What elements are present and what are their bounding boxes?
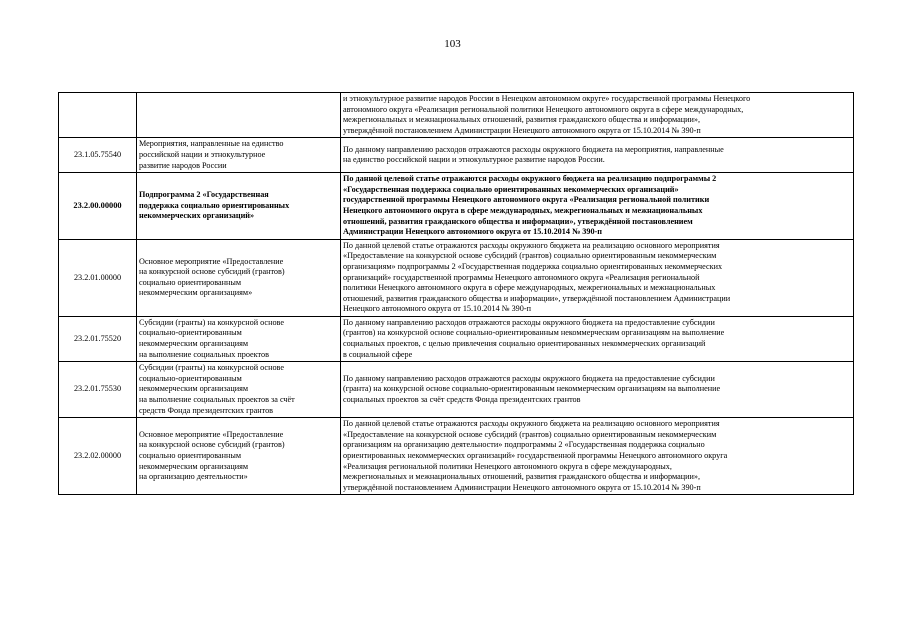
row-name: Мероприятия, направленные на единство российской нации и этнокультурное развитие народов России xyxy=(137,138,341,173)
row-code xyxy=(59,93,137,138)
table-row xyxy=(59,418,854,495)
row-name: Субсидии (гранты) на конкурсной основе социально-ориентированным некоммерческим организациям на выполнение социальных проектов за счёт средств Фонда президентских грантов xyxy=(137,362,341,418)
budget-classification-table xyxy=(58,92,854,495)
table-row xyxy=(59,93,854,138)
row-code: 23.2.01.00000 xyxy=(59,239,137,316)
table-row xyxy=(59,316,854,361)
table-row xyxy=(59,138,854,173)
row-description: По данной целевой статье отражаются расходы окружного бюджета на реализацию основного мероприятия «Предоставление на конкурсной основе субсидий (грантов) социально ориентированным некоммерческим организациям на организацию деятельности» подпрограммы 2 «Государственная поддержка социально ориентированных некоммерческих организаций» государственной программы Ненецкого автономного округа «Реализация региональной политики Ненецкого автономного округа в сфере международных, межрегиональных и межнациональных отношений, развития гражданского общества и информации», утверждённой постановлением Администрации Ненецкого автономного округа от 15.10.2014 № 390-п xyxy=(341,418,854,495)
row-name: Основное мероприятие «Предоставление на конкурсной основе субсидий (грантов) социально ориентированным некоммерческим организациям» xyxy=(137,239,341,316)
row-description: По данной целевой статье отражаются расходы окружного бюджета на реализацию основного мероприятия «Предоставление на конкурсной основе субсидий (грантов) социально ориентированным некоммерческим организациям» подпрограммы 2 «Государственная поддержка социально ориентированных некоммерческих организаций» государственной программы Ненецкого автономного округа «Реализация региональной политики Ненецкого автономного округа в сфере международных, межрегиональных и межнациональных отношений, развития гражданского общества и информации», утверждённой постановлением Администрации Ненецкого автономного округа от 15.10.2014 № 390-п xyxy=(341,239,854,316)
row-code: 23.2.01.75530 xyxy=(59,362,137,418)
row-name: Основное мероприятие «Предоставление на конкурсной основе субсидий (грантов) социально ориентированным некоммерческим организациям на организацию деятельности» xyxy=(137,418,341,495)
row-description: По данному направлению расходов отражаются расходы окружного бюджета на предоставление субсидии (гранта) на конкурсной основе социально-ориентированным некоммерческим организациям на выполнение социальных проектов за счёт средств Фонда президентских грантов xyxy=(341,362,854,418)
page-number: 103 xyxy=(444,38,461,50)
row-code: 23.2.01.75520 xyxy=(59,316,137,361)
table-row xyxy=(59,362,854,418)
row-code: 23.1.05.75540 xyxy=(59,138,137,173)
row-name: Подпрограмма 2 «Государственная поддержка социально ориентированных некоммерческих организаций» xyxy=(137,173,341,240)
row-description: По данному направлению расходов отражаются расходы окружного бюджета на мероприятия, направленные на единство российской нации и этнокультурное развитие народов России. xyxy=(341,138,854,173)
table-row xyxy=(59,239,854,316)
row-name xyxy=(137,93,341,138)
row-description: и этнокультурное развитие народов России в Ненецком автономном округе» государственной программы Ненецкого автономного округа «Реализация региональной политики Ненецкого автономного округа в сфере международных, межрегиональных и межнациональных отношений, развития гражданского общества и информации», утверждённой постановлением Администрации Ненецкого автономного округа от 15.10.2014 № 390-п xyxy=(341,93,854,138)
table-row-subprogram xyxy=(59,173,854,240)
row-code: 23.2.00.00000 xyxy=(59,173,137,240)
row-description: По данной целевой статье отражаются расходы окружного бюджета на реализацию подпрограммы 2 «Государственная поддержка социально ориентированных некоммерческих организаций» государственной программы Ненецкого автономного округа «Реализация региональной политики Ненецкого автономного округа в сфере международных, межрегиональных и межнациональных отношений, развития гражданского общества и информации», утверждённой постановлением Администрации Ненецкого автономного округа от 15.10.2014 № 390-п xyxy=(341,173,854,240)
row-description: По данному направлению расходов отражаются расходы окружного бюджета на предоставление субсидии (грантов) на конкурсной основе социально-ориентированным некоммерческим организациям на выполнение социальных проектов, с целью привлечения социально ориентированных некоммерческих организаций в социальной сфере xyxy=(341,316,854,361)
row-name: Субсидии (гранты) на конкурсной основе социально-ориентированным некоммерческим организациям на выполнение социальных проектов xyxy=(137,316,341,361)
row-code: 23.2.02.00000 xyxy=(59,418,137,495)
